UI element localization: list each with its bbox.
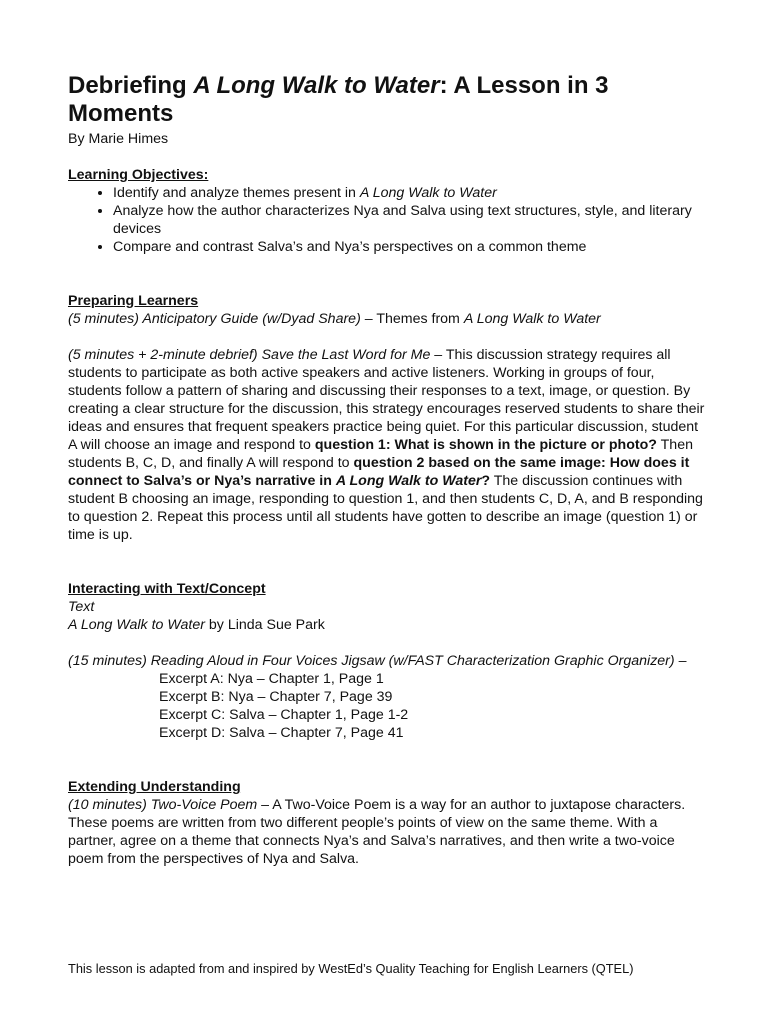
excerpt-item: Excerpt B: Nya – Chapter 7, Page 39 [159, 689, 393, 705]
jigsaw-activity: (15 minutes) Reading Aloud in Four Voices Jigsaw (w/FAST Characterization Graphic Organizer) – [68, 653, 687, 669]
objective-item: • Compare and contrast Salva’s and Nya’s perspectives on a common theme [113, 238, 708, 256]
objective-item: • Identify and analyze themes present in A Long Walk to Water [113, 184, 708, 202]
excerpt-item: Excerpt A: Nya – Chapter 1, Page 1 [159, 671, 384, 687]
extending-section [68, 778, 708, 868]
footer-note: This lesson is adapted from and inspired by WestEd’s Quality Teaching for English Learners (QTEL) [68, 961, 634, 976]
interacting-section [68, 580, 708, 742]
document-body [68, 72, 708, 868]
excerpt-item: Excerpt D: Salva – Chapter 7, Page 41 [159, 725, 404, 741]
text-label: Text [68, 599, 95, 615]
excerpt-list [68, 670, 708, 742]
byline: By Marie Himes [68, 131, 169, 147]
book-line: A Long Walk to Water by Linda Sue Park [68, 617, 325, 633]
learning-objectives-heading: Learning Objectives: [68, 167, 209, 183]
preparing-learners-section [68, 292, 708, 544]
save-last-word-paragraph: (5 minutes + 2-minute debrief) Save the Last Word for Me – This discussion strategy requires all students to participate as both active speakers and active listeners. Working in groups of four, students follow a pattern of sharing and discussing their responses to a text, image, or question. By creating a clear structure for the discussion, this strategy encourages reserved students to share their ideas and ensures that frequent speakers practice being quiet. For this particular discussion, student A will choose an image and respond to question 1: What is shown in the picture or photo? Then students B, C, D, and finally A will respond to question 2 based on the same image: How does it connect to Salva’s or Nya’s narrative in A Long Walk to Water? The discussion continues with student B choosing an image, responding to question 1, and then students C, D, A, and B responding to question 2. Repeat this process until all students have gotten to describe an image (question 1) or time is up. [68, 347, 705, 543]
learning-objectives-section [68, 166, 708, 256]
objective-item: • Analyze how the author characterizes Nya and Salva using text structures, style, and literary devices [113, 202, 708, 238]
two-voice-poem-paragraph: (10 minutes) Two-Voice Poem – A Two-Voice Poem is a way for an author to juxtapose characters. These poems are written from two different people’s points of view on the same theme. With a partner, agree on a theme that connects Nya’s and Salva’s narratives, and then write a two-voice poem from the perspectives of Nya and Salva. [68, 797, 686, 867]
title-book-name: A Long Walk to Water [193, 72, 440, 99]
anticipatory-guide-line: (5 minutes) Anticipatory Guide (w/Dyad Share) – Themes from A Long Walk to Water [68, 311, 601, 327]
preparing-learners-heading: Preparing Learners [68, 293, 199, 309]
excerpt-item: Excerpt C: Salva – Chapter 1, Page 1-2 [159, 707, 409, 723]
page-title: Debriefing A Long Walk to Water: A Lesson in 3 Moments [68, 72, 609, 127]
interacting-heading: Interacting with Text/Concept [68, 581, 266, 597]
extending-heading: Extending Understanding [68, 779, 241, 795]
objectives-list [68, 184, 708, 256]
